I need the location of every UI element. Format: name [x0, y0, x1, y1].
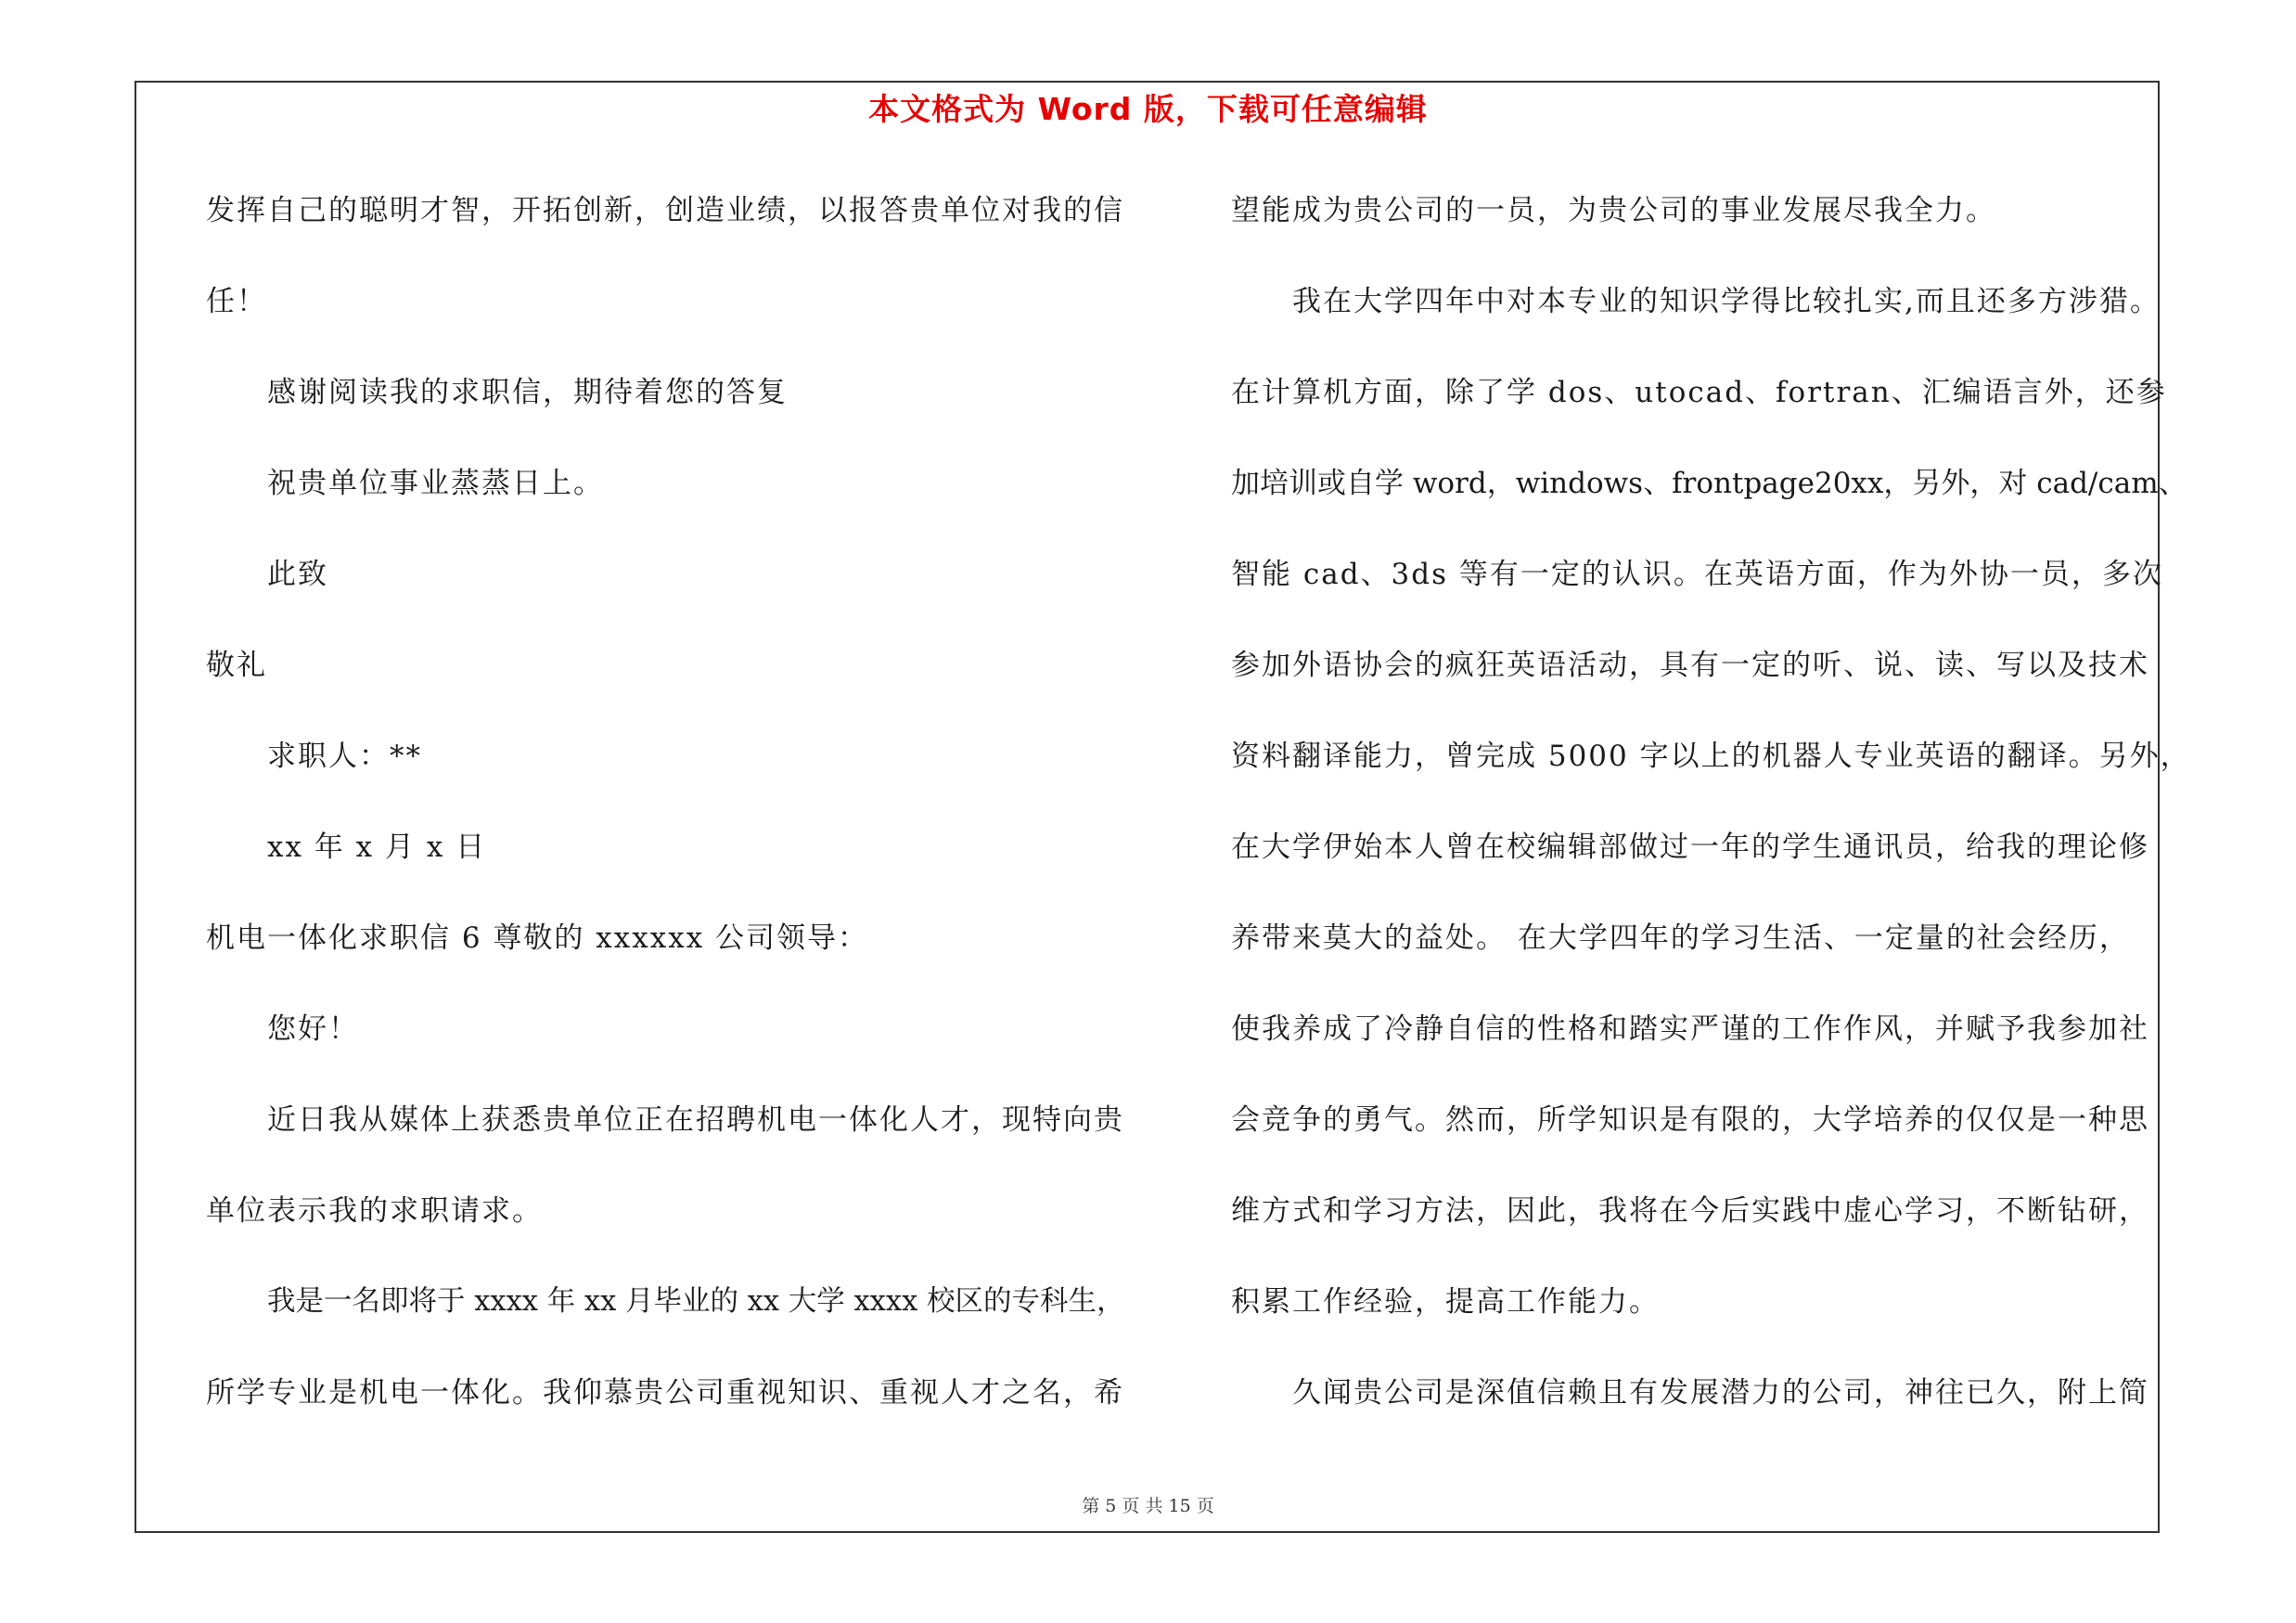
text-line: 在大学伊始本人曾在校编辑部做过一年的学生通讯员，给我的理论修 — [1231, 831, 2149, 864]
text-line: 会竞争的勇气。然而，所学知识是有限的，大学培养的仅仅是一种思 — [1231, 1103, 2149, 1137]
text-line: 近日我从媒体上获悉贵单位正在招聘机电一体化人才，现特向贵 — [267, 1103, 1124, 1137]
text-line: xx 年 x 月 x 日 — [267, 831, 487, 864]
text-line: 养带来莫大的益处。 在大学四年的学习生活、一定量的社会经历， — [1231, 921, 2130, 955]
format-banner: 本文格式为 Word 版，下载可任意编辑 — [868, 91, 1428, 127]
text-line: 我是一名即将于 xxxx 年 xx 月毕业的 xx 大学 xxxx 校区的专科生， — [267, 1285, 1125, 1318]
text-line: 求职人：** — [267, 740, 422, 773]
text-line: 加培训或自学 word，windows、frontpage20xx，另外，对 cad/cam、 — [1231, 467, 2187, 500]
text-line: 发挥自己的聪明才智，开拓创新，创造业绩，以报答贵单位对我的信 — [206, 194, 1124, 227]
page-number-footer: 第 5 页 共 15 页 — [1082, 1496, 1214, 1516]
text-line: 感谢阅读我的求职信，期待着您的答复 — [267, 376, 788, 409]
text-line: 积累工作经验，提高工作能力。 — [1231, 1285, 1660, 1319]
text-line: 望能成为贵公司的一员，为贵公司的事业发展尽我全力。 — [1231, 194, 1996, 227]
text-line: 所学专业是机电一体化。我仰慕贵公司重视知识、重视人才之名，希 — [206, 1376, 1124, 1410]
text-line: 我在大学四年中对本专业的知识学得比较扎实,而且还多方涉猎。 — [1292, 285, 2161, 318]
text-line: 敬礼 — [206, 649, 267, 682]
text-line: 维方式和学习方法，因此，我将在今后实践中虚心学习，不断钻研， — [1231, 1194, 2149, 1228]
text-line: 智能 cad、3ds 等有一定的认识。在英语方面，作为外协一员，多次 — [1231, 558, 2163, 591]
text-line: 参加外语协会的疯狂英语活动，具有一定的听、说、读、写以及技术 — [1231, 649, 2149, 682]
text-line: 在计算机方面，除了学 dos、utocad、fortran、汇编语言外，还参 — [1231, 376, 2167, 409]
text-line: 单位表示我的求职请求。 — [206, 1194, 543, 1228]
text-line: 祝贵单位事业蒸蒸日上。 — [267, 467, 604, 500]
right-text-column — [1231, 181, 2196, 1454]
text-line: 资料翻译能力，曾完成 5000 字以上的机器人专业英语的翻译。另外， — [1231, 740, 2191, 773]
text-line: 久闻贵公司是深值信赖且有发展潜力的公司，神往已久，附上简 — [1292, 1376, 2149, 1410]
text-line: 此致 — [267, 558, 328, 591]
text-line: 任！ — [206, 285, 267, 318]
left-text-column — [206, 181, 1134, 1454]
text-line: 使我养成了冷静自信的性格和踏实严谨的工作作风，并赋予我参加社 — [1231, 1012, 2149, 1046]
text-line: 机电一体化求职信 6 尊敬的 xxxxxx 公司领导： — [206, 921, 869, 955]
text-line: 您好！ — [267, 1012, 359, 1046]
